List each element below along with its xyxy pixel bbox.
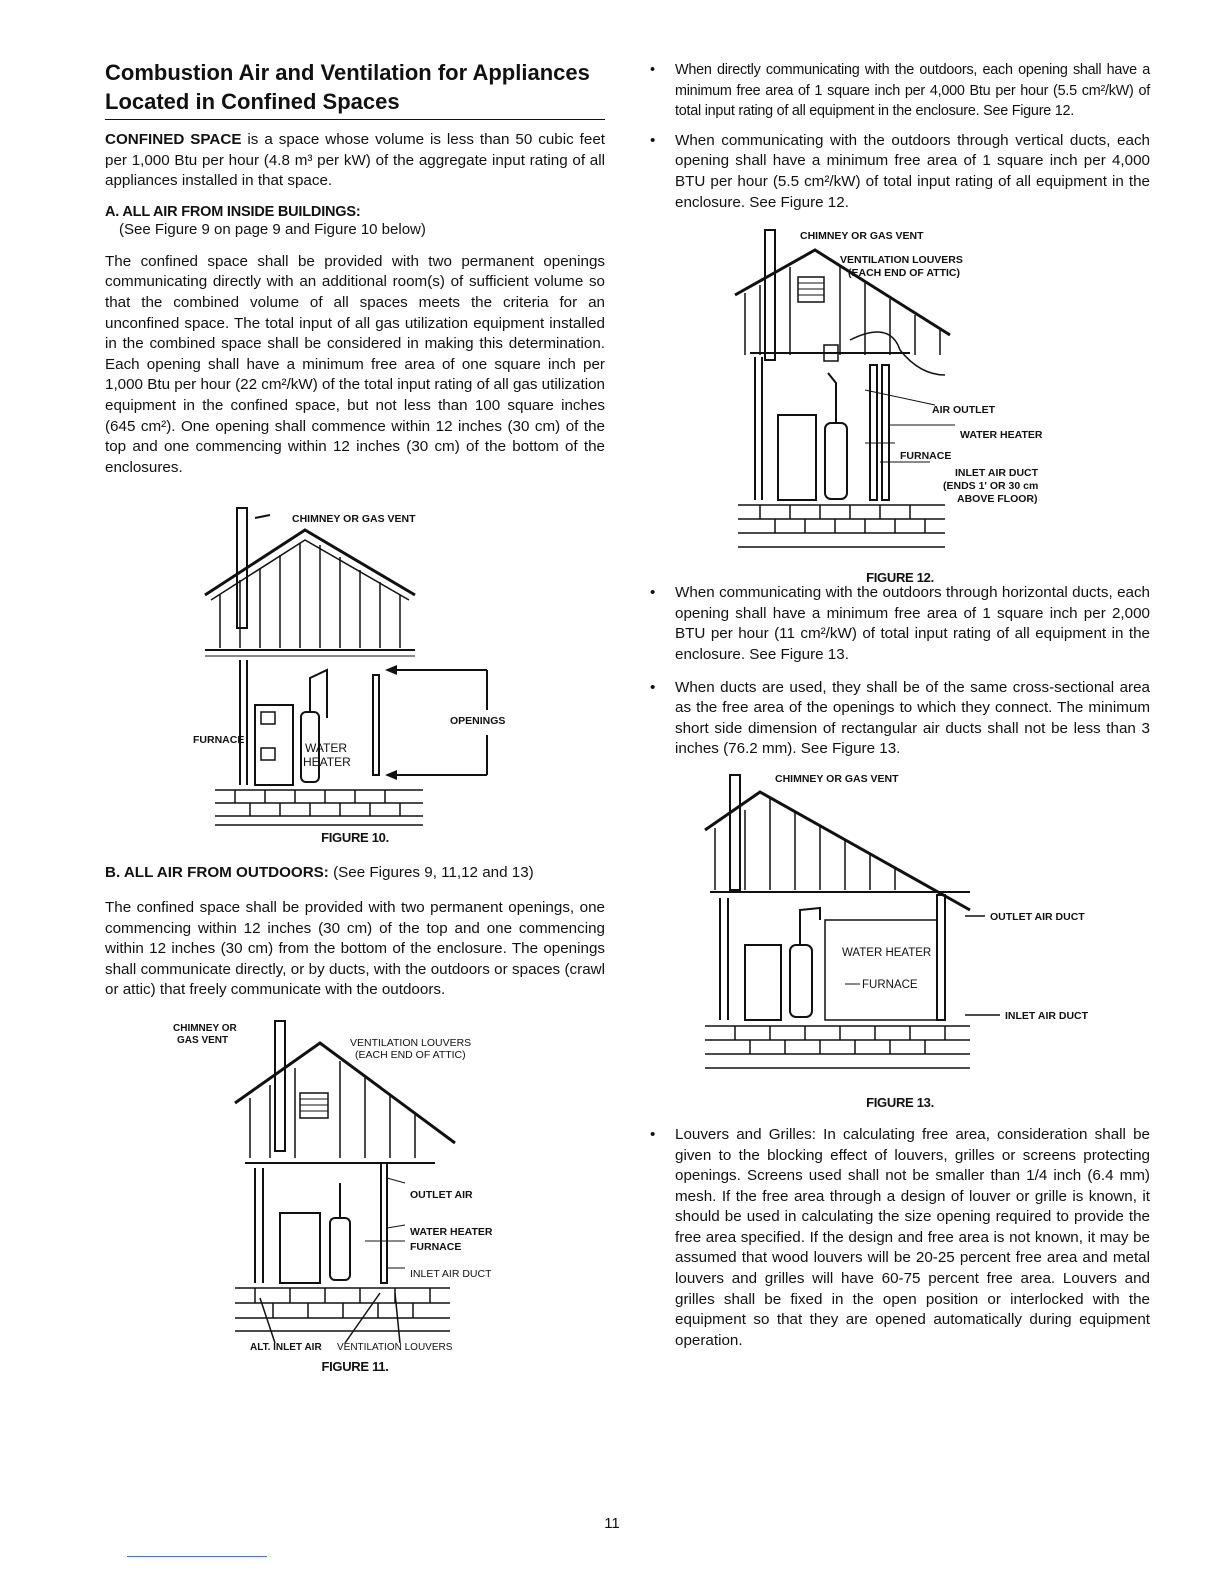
figure-12-illustration [650, 225, 1150, 570]
figure-13-caption: FIGURE 13. [866, 1094, 934, 1110]
section-a-note: (See Figure 9 on page 9 and Figure 10 below) [119, 220, 426, 238]
fig11-chimney-label-1: CHIMNEY OR [173, 1022, 237, 1034]
fig11-vent-louvers-label: VENTILATION LOUVERS [337, 1341, 453, 1353]
figure-10-illustration [105, 500, 605, 830]
figure-13 [650, 770, 1150, 1125]
fig13-water-heater-label: WATER HEATER [842, 946, 932, 959]
figure-10 [105, 500, 605, 855]
fig11-louvers-label-2: (EACH END OF ATTIC) [355, 1048, 466, 1061]
section-b-heading [105, 863, 605, 884]
fig13-furnace-label: FURNACE [862, 978, 918, 991]
figure-12 [650, 225, 1150, 595]
bullet-list-top [650, 60, 1150, 213]
section-a-body: The confined space shall be provided with two permanent openings communicating directly with an additional room(s) of sufficient volume so that the combined volume of all spaces meets the criteria for an unconfined space. The total input of all gas utilization equipment installed in the combined space shall be considered in making this determination. Each opening shall have a minimum free area of one square inch per 1,000 Btu per hour (22 cm²/kW) of the total input rating of all gas utilization equipment in the confined space, but not less than 100 square inches (645 cm²). One opening shall commence within 12 inches (30 cm) of the top and one commencing within 12 inches (30 cm) of the bottom of the enclosures. [105, 252, 605, 476]
fig12-water-heater-label: WATER HEATER [960, 429, 1043, 442]
bullet-list-middle [650, 583, 1150, 760]
figure-11-illustration [105, 1013, 605, 1353]
fig10-chimney-label: CHIMNEY OR GAS VENT [292, 513, 416, 526]
fig12-air-outlet-label: AIR OUTLET [932, 404, 995, 417]
fig12-inlet-label-2: (ENDS 1' OR 30 cm [943, 480, 1039, 493]
fig10-heater-label: HEATER [303, 755, 351, 770]
bullet-direct-outdoors: • When directly communicating with the outdoors, each opening shall have a minimum free area of 1 square inch per 4,000 Btu per hour (5.5 cm²/kW) of total input rating of all equipment in the enclosure. See Figure 12. [650, 60, 1150, 122]
section-b-body: The confined space shall be provided with two permanent openings, one commencing within 12 inches (30 cm) of the top and one commencing within 12 inches (30 cm) from the bottom of the enclosure. The openings shall communicate directly, or by ducts, with the outdoors or spaces (crawl or attic) that freely communicate with the outdoors. [105, 898, 605, 999]
fig11-outlet-label: OUTLET AIR [410, 1188, 473, 1201]
fig11-water-heater-label: WATER HEATER [410, 1225, 493, 1238]
bullet-vertical-ducts: • When communicating with the outdoors through vertical ducts, each opening shall have a minimum free area of 1 square inch per 4,000 BTU per hour (5.5 cm²/kW) of total input rating of all equipment in the enclosure. See Figure 12. [650, 131, 1150, 213]
fig12-inlet-label-3: ABOVE FLOOR) [957, 493, 1038, 506]
bullet-horizontal-ducts: • When communicating with the outdoors through horizontal ducts, each opening shall have a minimum free area of 1 square inch per 2,000 BTU per hour (11 cm²/kW) of total input rating of all equipment in the enclosure. See Figure 13. [650, 583, 1150, 665]
fig11-chimney-label-2: GAS VENT [177, 1034, 229, 1046]
fig12-louvers-label-2: (EACH END OF ATTIC) [848, 267, 960, 280]
fig12-furnace-label: FURNACE [900, 450, 952, 463]
bullet-list-bottom [650, 1125, 1150, 1352]
section-b-title: B. ALL AIR FROM OUTDOORS: [105, 864, 329, 882]
section-heading: Combustion Air and Ventilation for Appliances Located in Confined Spaces [105, 58, 605, 120]
fig11-inlet-label: INLET AIR DUCT [410, 1267, 492, 1280]
figure-13-illustration [650, 770, 1150, 1095]
fig10-water-label: WATER [305, 741, 347, 756]
figure-10-caption: FIGURE 10. [321, 830, 389, 846]
figure-12-caption: FIGURE 12. [866, 570, 934, 586]
figure-11 [105, 1013, 605, 1373]
fig10-furnace-label: FURNACE [193, 734, 245, 747]
page-number: 11 [604, 1515, 620, 1532]
fig12-inlet-label-1: INLET AIR DUCT [955, 467, 1039, 480]
fig12-louvers-label-1: VENTILATION LOUVERS [840, 254, 963, 267]
footer-rule [127, 1556, 267, 1557]
left-column [105, 58, 605, 1373]
fig10-openings-label: OPENINGS [450, 715, 506, 728]
fig13-inlet-label: INLET AIR DUCT [1005, 1009, 1089, 1022]
fig13-outlet-label: OUTLET AIR DUCT [990, 910, 1085, 923]
fig13-chimney-label: CHIMNEY OR GAS VENT [775, 772, 899, 785]
section-b-note: (See Figures 9, 11,12 and 13) [328, 864, 534, 882]
fig12-chimney-label: CHIMNEY OR GAS VENT [800, 230, 924, 243]
confined-space-definition: is a space whose volume is less than 50 cubic feet per 1,000 Btu per hour (4.8 m³ per kW) of the aggregate input rating of all appliances installed in that space. [105, 131, 605, 190]
confined-space-paragraph [105, 130, 605, 192]
bullet-louvers-grilles: • Louvers and Grilles: In calculating free area, consideration shall be given to the blocking effect of louvers, grilles or screens protecting openings. Screens used shall not be smaller than 1/4 inch (6.4 mm) mesh. If the free area through a design of louver or grille is known, it should be used in calculating the size opening required to provide the free area specified. If the design and free area is not known, it may be assumed that wood louvers will be 20-25 percent free area and metal louvers and grilles will have 60-75 percent free area. Louvers and grilles shall be fixed in the open position or interlocked with the equipment so that they are opened automatically during equipment operation. [650, 1125, 1150, 1352]
confined-space-term: CONFINED SPACE [105, 131, 242, 148]
section-a-title: A. ALL AIR FROM INSIDE BUILDINGS: [105, 203, 361, 220]
right-column [650, 60, 1150, 1351]
figure-11-caption: FIGURE 11. [321, 1358, 389, 1374]
fig11-louvers-label-1: VENTILATION LOUVERS [350, 1036, 472, 1049]
fig11-furnace-label: FURNACE [410, 1240, 462, 1253]
fig11-alt-inlet-label: ALT. INLET AIR [250, 1341, 322, 1353]
bullet-duct-dimensions: • When ducts are used, they shall be of the same cross-sectional area as the free area of the openings to which they connect. The minimum short side dimension of rectangular air ducts shall not be less than 3 inches (76.2 mm). See Figure 13. [650, 678, 1150, 760]
